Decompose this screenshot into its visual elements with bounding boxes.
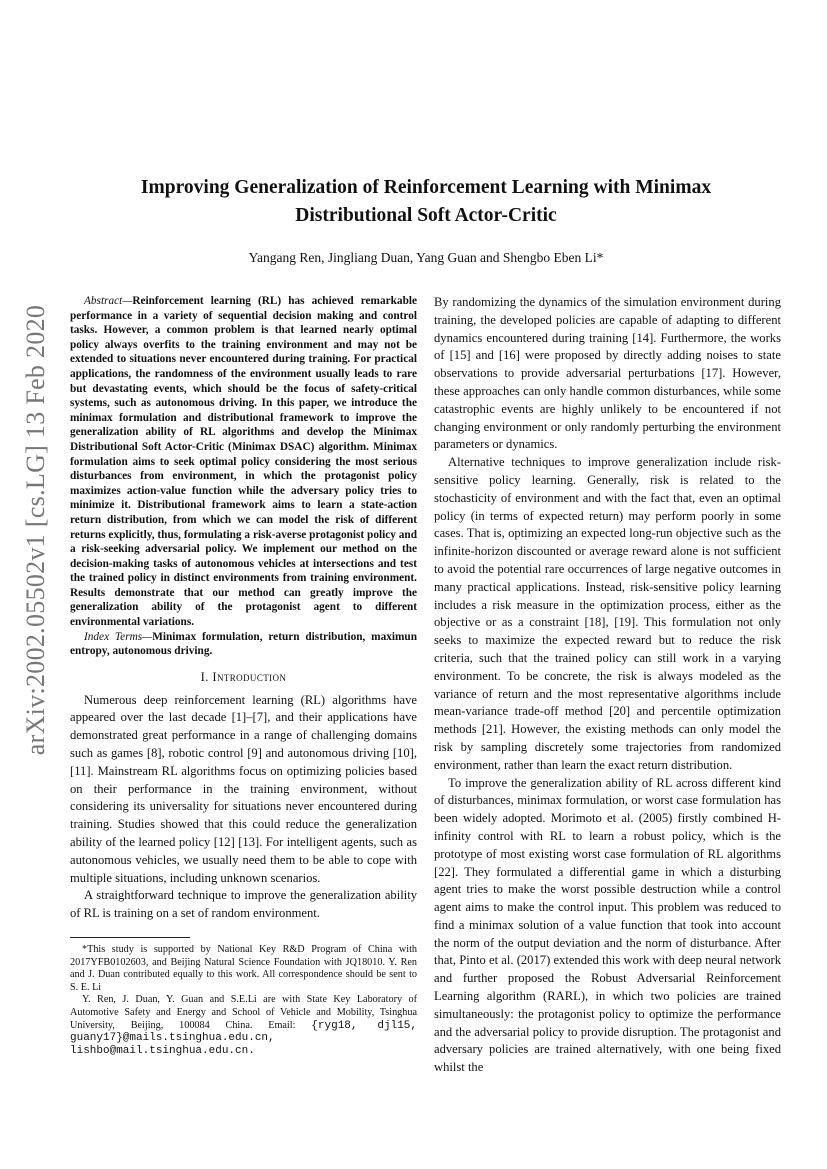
index-terms-text: Minimax formulation, return distribution, maximun entropy, autonomous driving. — [70, 630, 417, 658]
left-column — [70, 294, 417, 1057]
footnotes — [70, 937, 417, 1057]
footnote-affiliation — [70, 994, 417, 1057]
body-paragraph-2: Alternative techniques to improve generalization include risk-sensitive policy learning. Generally, risk is related to the stochasticity of environment and with the fact that, even an optimal policy (in terms of expected return) may perform poorly in some cases. That is, optimizing an expected long-run objective such as the infinite-horizon discounted or average reward alone is not sufficient to avoid the potential rare occurrences of large negative outcomes in many practical applications. Instead, risk-sensitive policy learning includes a risk measure in the optimization process, either as the objective or as a constraint [18], [19]. This formulation not only seeks to maximize the expected reward but to reduce the risk criteria, such that the trained policy can still work in a varying environment. To be concrete, the risk is always modeled as the variance of return and the most representative algorithms include mean-variance trade-off method [20] and percentile optimization methods [21]. However, the existing methods can only model the risk by sampling discretely some trajectories from randomized environment, rather than learn the exact return distribution. — [434, 455, 781, 772]
intro-paragraph-2: A straightforward technique to improve the generalization ability of RL is training on a set of random environment. — [70, 888, 417, 921]
footnote-support: *This study is supported by National Key R&D Program of China with 2017YFB0102603, and Beijing Natural Science Foundation with JQ18010. Y. Ren and J. Duan contributed equally to this work. All correspondence should be sent to S. E. Li — [70, 944, 417, 993]
abstract-label: Abstract— — [84, 295, 133, 307]
section-number: I. — [200, 669, 213, 684]
body-paragraph-3: To improve the generalization ability of RL across different kind of disturbances, minimax formulation, or worst case formulation has been widely adopted. Morimoto et al. (2005) firstly combined H-infinity control with RL to learn a robust policy, which is the prototype of most existing worst case formulation of RL algorithms [22]. They formulated a differential game in which a disturbing agent tries to make the worst possible destruction while a control agent aims to make the control input. This problem was reduced to find a minimax solution of a value function that took into account the norm of the output deviation and the norm of disturbance. After that, Pinto et al. (2017) extended this work with deep neural network and further proposed the Robust Adversarial Reinforcement Learning algorithm (RARL), in which two policies are trained simultaneously: the protagonist policy to optimize the performance and the adversarial policy to provide disruption. The protagonist and adversary policies are trained alternatively, with one being fixed whilst the — [434, 775, 781, 1075]
abstract — [70, 294, 417, 630]
footnote-affiliation-text: Y. Ren, J. Duan, Y. Guan and S.E.Li are with State Key Laboratory of Automotive Safety and Energy and School of Vehicle and Mobility, Tsinghua University, Beijing, 100084 China. Email: — [70, 994, 417, 1031]
author-list: Yangang Ren, Jingliang Duan, Yang Guan and Shengbo Eben Li* — [248, 250, 604, 265]
footnote-rule — [70, 937, 190, 938]
arxiv-identifier-text: arXiv:2002.05502v1 [cs.LG] 13 Feb 2020 — [21, 304, 50, 756]
abstract-text: Reinforcement learning (RL) has achieved remarkable performance in a variety of sequential decision making and control tasks. However, a common problem is that learned nearly optimal policy always overfits to the training environment and may not be extended to situations never encountered during training. For practical applications, the randomness of the environment usually leads to rare but devastating events, which should be the focus of safety-critical systems, such as autonomous driving. In this paper, we introduce the minimax formulation and distributional framework to improve the generalization ability of RL algorithms and develop the Minimax Distributional Soft Actor-Critic (Minimax DSAC) algorithm. Minimax formulation aims to seek optimal policy considering the most serious disturbances from environment, in which the protagonist policy maximizes action-value function while the adversary policy tries to minimize it. Distributional framework aims to learn a state-action return distribution, from which we can model the risk of different returns explicitly, thus, formulating a risk-averse protagonist policy and a risk-seeking adversarial policy. We implement our method on the decision-making tasks of autonomous vehicles at intersections and test the trained policy in distinct environments from training environment. Results demonstrate that our method can greatly improve the generalization ability of the protagonist agent to different environmental variations. — [70, 295, 417, 629]
arxiv-identifier — [12, 304, 60, 756]
intro-paragraph-1: Numerous deep reinforcement learning (RL) algorithms have appeared over the last decade [1]–[7], and their applications have demonstrated great performance in a range of challenging domains such as games [8], robotic control [9] and autonomous driving [10], [11]. Mainstream RL algorithms focus on optimizing policies based on their performance in the training environment, without considering its universality for situations never encountered during training. Studies showed that this could reduce the generalization ability of the learned policy [12] [13]. For intelligent agents, such as autonomous vehicles, we usually need them to be able to cope with multiple situations, including unknown scenarios. — [70, 692, 417, 885]
body-paragraph-1: By randomizing the dynamics of the simulation environment during training, the developed policies are capable of adapting to different dynamics encountered during training [14]. Furthermore, the works of [15] and [16] were proposed by directly adding noises to state observations to provide adversarial perturbations [17]. However, these approaches can only handle common disturbances, while some catastrophic events are highly unlikely to be encountered if not changing environment or only randomly perturbing the environment parameters or dynamics. — [434, 295, 781, 452]
footnote-emails: {ryg18, djl15, guany17}@mails.tsinghua.edu.cn, lishbo@mail.tsinghua.edu.cn. — [70, 1019, 418, 1057]
right-column — [434, 294, 781, 1077]
index-terms-label: Index Terms— — [84, 630, 153, 643]
index-terms — [70, 630, 417, 659]
paper-title: Improving Generalization of Reinforcement Learning with Minimax Distributional Soft Actor-Critic — [140, 177, 712, 226]
section-heading-introduction — [70, 669, 417, 687]
section-title: Introduction — [212, 669, 287, 684]
